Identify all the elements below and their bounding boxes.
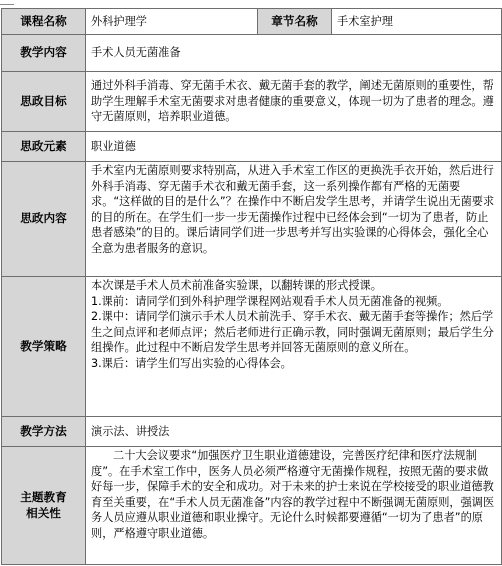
ideological-goal-label: 思政目标	[2, 72, 86, 132]
row-theme-education	[2, 447, 502, 565]
teaching-content-label: 教学内容	[2, 35, 86, 72]
ideological-element-label: 思政元素	[2, 132, 86, 162]
theme-education-label-line1: 主题教育	[20, 490, 67, 504]
lesson-plan-document	[0, 8, 502, 566]
strategy-paragraph: 1.课前：请同学们到外科护理学课程网站观看手术人员无菌准备的视频。	[91, 294, 449, 308]
row-ideological-element	[2, 132, 502, 162]
row-teaching-method	[2, 417, 502, 447]
theme-education-label-line2: 相关性	[26, 505, 61, 520]
clipped-top-edge	[0, 0, 14, 5]
strategy-paragraph: 2.课中：请同学们演示手术人员术前洗手、穿手术衣、戴无菌手套等操作；然后学生之间点评和老师点评；然后老师进行正确示教，同时强调无菌原则；最后学生分组操作。此过程中不断启发学生思考并回答无菌原则的意义所在。	[91, 310, 494, 354]
row-teaching-content	[2, 35, 502, 72]
row-teaching-strategy	[2, 277, 502, 417]
ideological-element-value: 职业道德	[86, 132, 502, 162]
teaching-strategy-value	[86, 277, 502, 417]
strategy-paragraph: 本次课是手术人员术前准备实验课，以翻转课的形式授课。	[91, 279, 382, 292]
theme-education-paragraph: 二十大会议要求“加强医疗卫生职业道德建设，完善医疗纪律和医疗法规制度”。在手术室工作中，医务人员必须严格遵守无菌操作规程，按照无菌的要求做好每一步，保障手术的安全和成功。对于未来的护士来说在学校接受的职业道德教育至关重要，在“手术人员无菌准备”内容的教学过程中不断强调无菌原则，强调医务人员应遵从职业道德和职业操守。无论什么时候都要遵循“一切为了患者”的原则，严格遵守职业道德。	[91, 449, 495, 540]
lesson-plan-table	[1, 8, 502, 565]
course-name-label: 课程名称	[2, 9, 86, 35]
ideological-content-label: 思政内容	[2, 162, 86, 277]
teaching-strategy-label: 教学策略	[2, 277, 86, 417]
row-course	[2, 9, 502, 35]
ideological-content-value: 手术室内无菌原则要求特别高，从进入手术室工作区的更换洗手衣开始，然后进行外科手消毒、穿无菌手术衣和戴无菌手套，这一系列操作都有严格的无菌要求。“这样做的目的是什么”？在操作中不断启发学生思考，并请学生说出无菌要求的目的所在。在学生们一步一步无菌操作过程中已经体会到“一切为了患者，防止患者感染”的目的。课后请同学们进一步思考并写出实验课的心得体会，强化全心全意为患者服务的意识。	[86, 162, 502, 277]
row-ideological-content	[2, 162, 502, 277]
course-name-value: 外科护理学	[86, 9, 258, 35]
row-ideological-goal	[2, 72, 502, 132]
teaching-method-value: 演示法、讲授法	[86, 417, 502, 447]
theme-education-value	[86, 447, 502, 565]
chapter-name-label: 章节名称	[258, 9, 332, 35]
teaching-content-value: 手术人员无菌准备	[86, 35, 502, 72]
strategy-paragraph: 3.课后：请学生们写出实验的心得体会。	[91, 356, 292, 370]
ideological-goal-value: 通过外科手消毒、穿无菌手术衣、戴无菌手套的教学，阐述无菌原则的重要性，帮助学生理解手术室无菌要求对患者健康的重要意义，体现一切为了患者的理念。遵守无菌原则，培养职业道德。	[86, 72, 502, 132]
teaching-method-label: 教学方法	[2, 417, 86, 447]
chapter-name-value: 手术室护理	[332, 9, 502, 35]
theme-education-label	[2, 447, 86, 565]
